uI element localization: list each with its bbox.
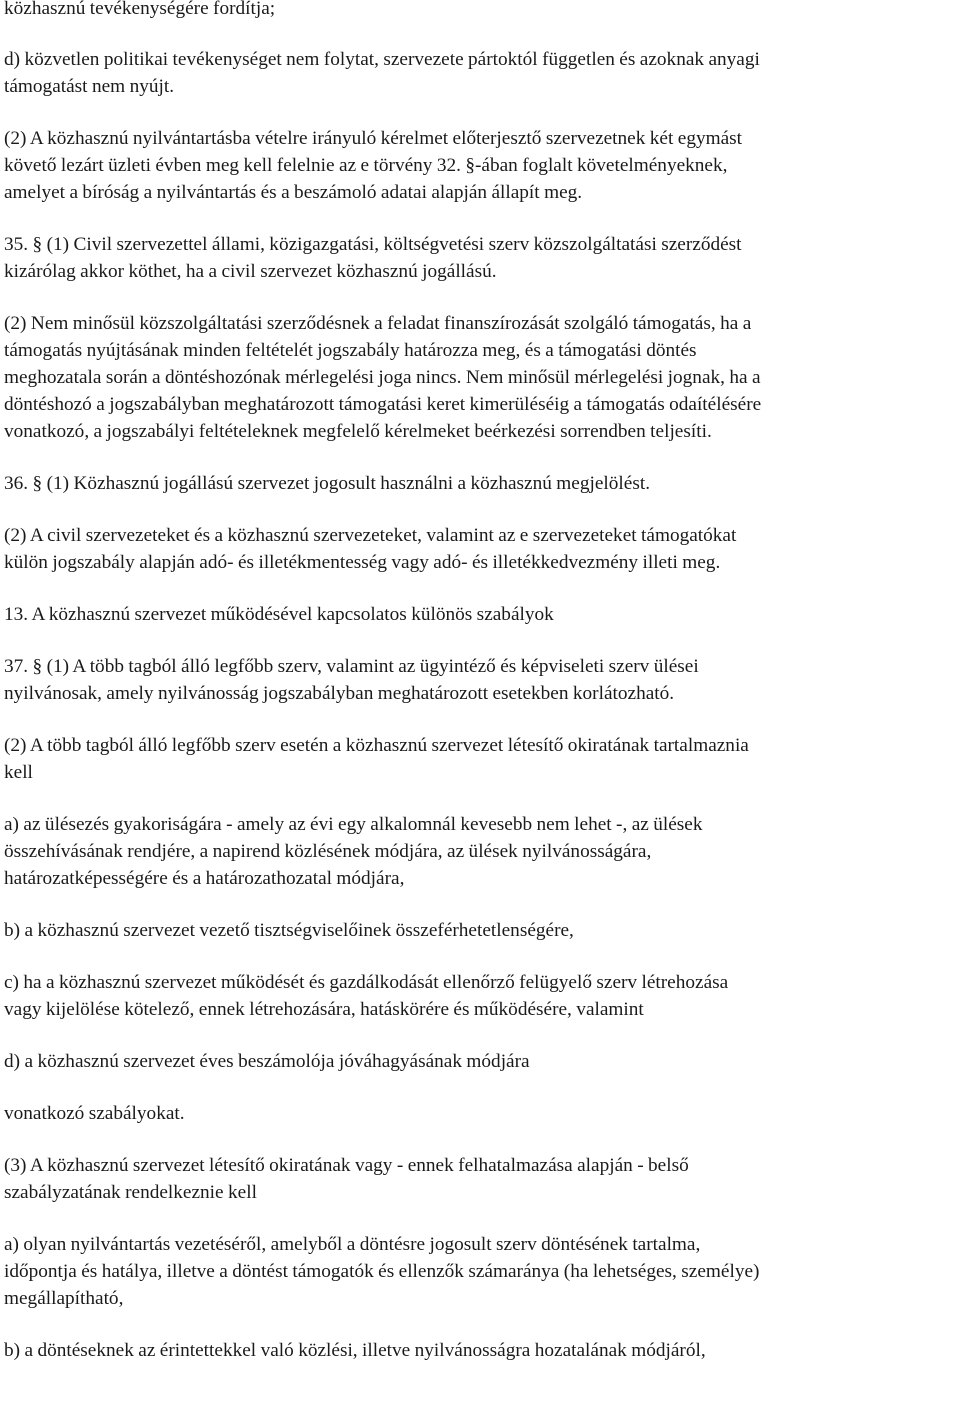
paragraph: b) a döntéseknek az érintettekkel való közlési, illetve nyilvánosságra hozatalának módjáról, xyxy=(4,1340,706,1361)
paragraph: vonatkozó szabályokat. xyxy=(4,1103,185,1124)
paragraph: (2) Nem minősül közszolgáltatási szerződésnek a feladat finanszírozását szolgáló támogatás, ha a támogatás nyújtásának minden feltételét jogszabály határozza meg, és a támogatási döntés meghozatala során a döntéshozónak mérlegelési joga nincs. Nem minősül mérlegelési jognak, ha a döntéshozó a jogszabályban meghatározott támogatási keret kimerüléséig a támogatás odaítélésére vonatkozó, a jogszabályi feltételeknek megfelelő kérelmeket beérkezési sorrendben teljesíti. xyxy=(4,313,762,442)
paragraph: (2) A közhasznú nyilvántartásba vételre irányuló kérelmet előterjesztő szervezetnek két egymást követő lezárt üzleti évben meg kell felelnie az e törvény 32. §-ában foglalt követelményeknek, amelyet a bíróság a nyilvántartás és a beszámoló adatai alapján állapít meg. xyxy=(4,128,743,203)
paragraph: c) ha a közhasznú szervezet működését és gazdálkodását ellenőrző felügyelő szerv létrehozása vagy kijelölése kötelező, ennek létrehozására, hatáskörére és működésére, valamint xyxy=(4,972,729,1020)
paragraph: (3) A közhasznú szervezet létesítő okiratának vagy - ennek felhatalmazása alapján - belső szabályzatának rendelkeznie kell xyxy=(4,1155,689,1203)
paragraph: d) közvetlen politikai tevékenységet nem folytat, szervezete pártoktól független és azoknak anyagi támogatást nem nyújt. xyxy=(4,49,760,97)
paragraph: 36. § (1) Közhasznú jogállású szervezet jogosult használni a közhasznú megjelölést. xyxy=(4,473,651,494)
section-heading: 13. A közhasznú szervezet működésével kapcsolatos különös szabályok xyxy=(4,604,554,625)
paragraph: (2) A több tagból álló legfőbb szerv esetén a közhasznú szervezet létesítő okiratának tartalmaznia kell xyxy=(4,735,749,783)
paragraph: a) az ülésezés gyakoriságára - amely az évi egy alkalomnál kevesebb nem lehet -, az ülések összehívásának rendjére, a napirend közlésének módjára, az ülések nyilvánosságára, határozatképességére és a határozathozatal módjára, xyxy=(4,814,703,889)
paragraph: a) olyan nyilvántartás vezetéséről, amelyből a döntésre jogosult szerv döntésének tartalma, időpontja és hatálya, illetve a döntést támogatók és ellenzők számaránya (ha lehetséges, személye) megállapítható, xyxy=(4,1234,760,1309)
document-body xyxy=(4,0,958,1364)
paragraph: közhasznú tevékenységére fordítja; xyxy=(4,0,276,19)
paragraph: d) a közhasznú szervezet éves beszámolója jóváhagyásának módjára xyxy=(4,1051,530,1072)
paragraph: 37. § (1) A több tagból álló legfőbb szerv, valamint az ügyintéző és képviseleti szerv ülései nyilvánosak, amely nyilvánosság jogszabályban meghatározott esetekben korlátozható. xyxy=(4,656,699,704)
paragraph: 35. § (1) Civil szervezettel állami, közigazgatási, költségvetési szerv közszolgáltatási szerződést kizárólag akkor köthet, ha a civil szervezet közhasznú jogállású. xyxy=(4,234,742,282)
paragraph: b) a közhasznú szervezet vezető tisztségviselőinek összeférhetetlenségére, xyxy=(4,920,574,941)
paragraph: (2) A civil szervezeteket és a közhasznú szervezeteket, valamint az e szervezeteket támogatókat külön jogszabály alapján adó- és illetékmentesség vagy adó- és illetékkedvezmény illeti meg. xyxy=(4,525,737,573)
